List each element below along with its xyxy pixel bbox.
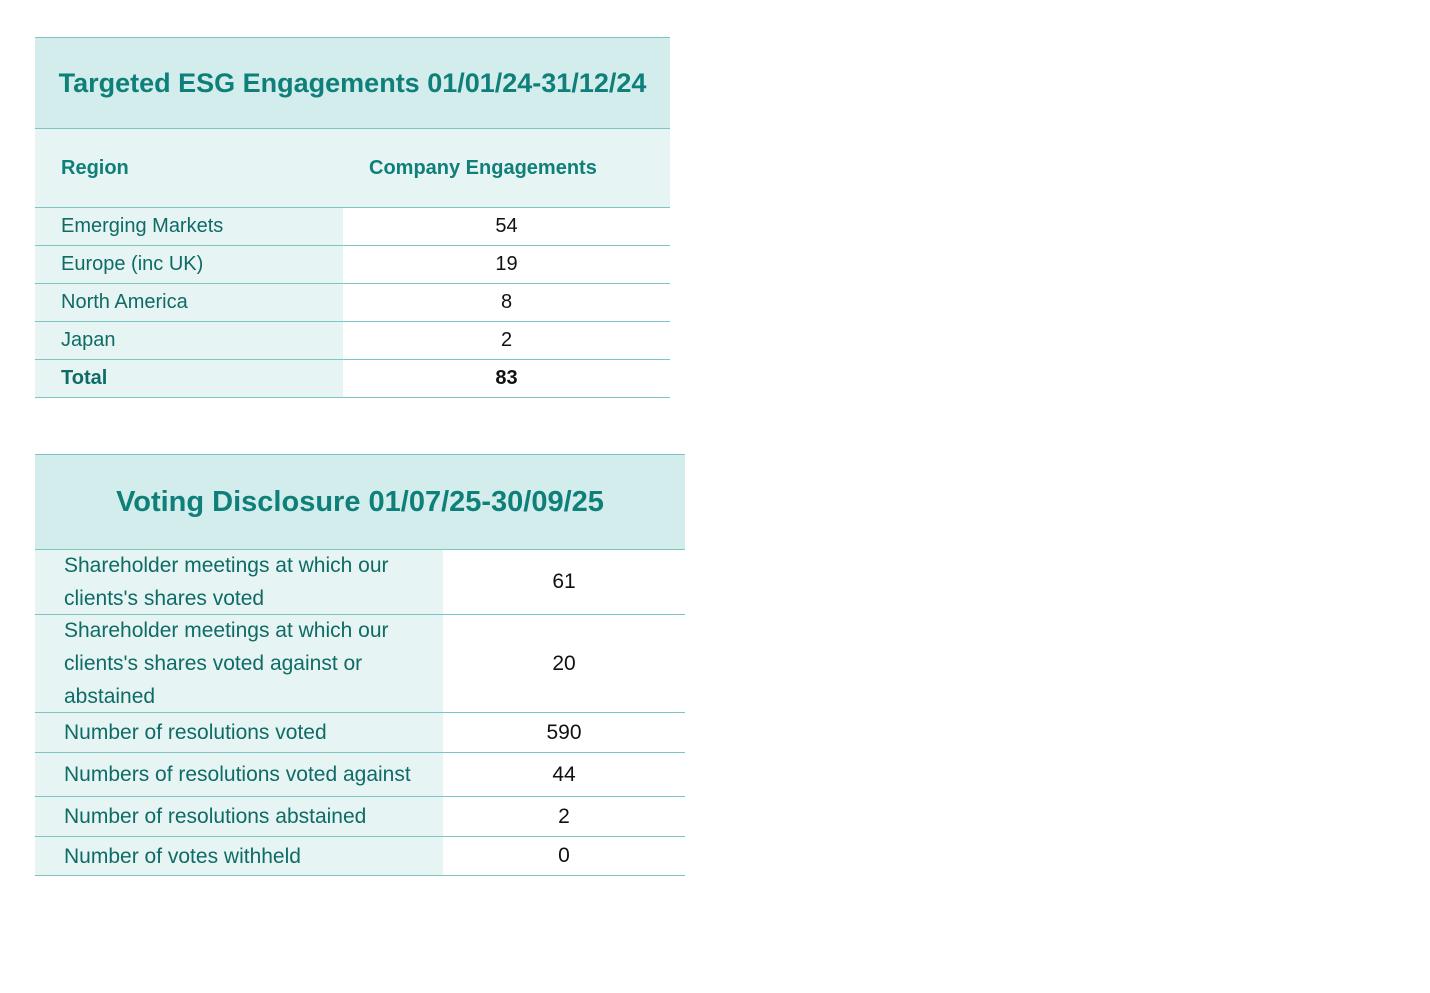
table-row <box>35 322 670 360</box>
voting-metric-label: Numbers of resolutions voted against <box>35 753 443 796</box>
table-row <box>35 208 670 246</box>
voting-table <box>35 454 685 876</box>
total-count: 83 <box>343 360 670 397</box>
company-engagements-column-header: Company Engagements <box>369 156 597 179</box>
voting-metric-label: Number of resolutions abstained <box>35 797 443 836</box>
engagements-title: Targeted ESG Engagements 01/01/24-31/12/24 <box>35 37 670 129</box>
voting-metric-value: 20 <box>443 615 685 712</box>
table-row <box>35 837 685 876</box>
engagement-count-cell: 8 <box>343 284 670 321</box>
region-column-header: Region <box>61 156 129 179</box>
voting-metric-value: 44 <box>443 753 685 796</box>
engagement-count-cell: 2 <box>343 322 670 359</box>
region-cell: Japan <box>35 322 343 359</box>
engagements-table <box>35 37 670 398</box>
total-row <box>35 360 670 398</box>
voting-metric-label: Shareholder meetings at which our clients's shares voted <box>35 550 443 614</box>
voting-metric-value: 0 <box>443 837 685 875</box>
engagement-count-cell: 54 <box>343 208 670 245</box>
table-row <box>35 615 685 713</box>
voting-metric-value: 590 <box>443 713 685 752</box>
engagements-header-row <box>35 129 670 208</box>
region-cell: North America <box>35 284 343 321</box>
table-row <box>35 550 685 615</box>
voting-metric-label: Number of resolutions voted <box>35 713 443 752</box>
table-row <box>35 797 685 837</box>
voting-title: Voting Disclosure 01/07/25-30/09/25 <box>35 454 685 550</box>
voting-metric-label: Shareholder meetings at which our clients's shares voted against or abstained <box>35 615 443 712</box>
table-row <box>35 284 670 322</box>
region-cell: Emerging Markets <box>35 208 343 245</box>
voting-metric-value: 61 <box>443 550 685 614</box>
voting-metric-label: Number of votes withheld <box>35 837 443 875</box>
table-row <box>35 713 685 753</box>
total-label: Total <box>35 360 343 397</box>
region-cell: Europe (inc UK) <box>35 246 343 283</box>
engagement-count-cell: 19 <box>343 246 670 283</box>
table-row <box>35 753 685 797</box>
voting-metric-value: 2 <box>443 797 685 836</box>
table-row <box>35 246 670 284</box>
